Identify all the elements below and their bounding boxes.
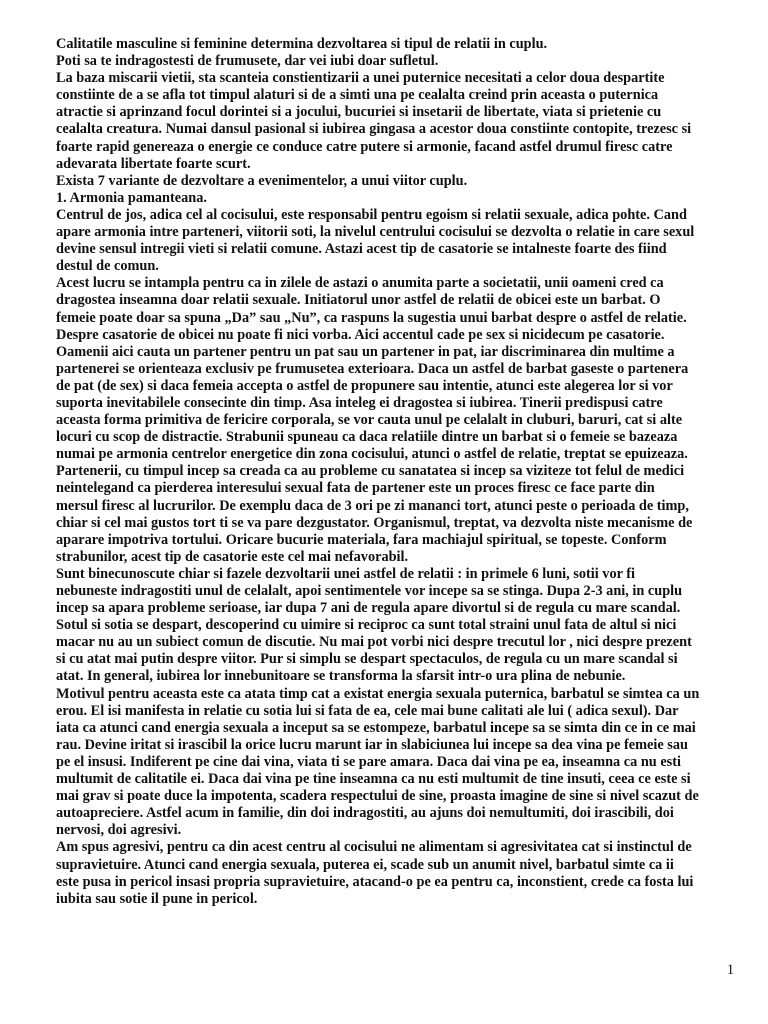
- text-line: iata ca atunci cand energia sexuala a inceput sa se estompeze, barbatul incepe sa se simta din ce in ce mai: [56, 719, 696, 736]
- text-line: constiinte de a se afla tot timpul alaturi si de a simti una pe cealalta creind prin aceasta o puternica: [56, 87, 659, 104]
- text-line: si cu atat mai putin despre viitor. Pur si simplu se despart spectaculos, de regula cu un mare scandal si: [56, 651, 678, 668]
- text-line: Calitatile masculine si feminine determina dezvoltarea si tipul de relatii in cuplu.: [56, 36, 548, 52]
- text-line: mai grav si poate duce la impotenta, scadera respectului de sine, proasta imagine de sine si nivel scazut de: [56, 788, 699, 805]
- text-line: atractie si aprinzand focul dorintei si a jocului, bucuriei si insetarii de libertate, viata si prietenie cu: [56, 104, 662, 121]
- text-line: aparare impotriva tortului. Oricare bucurie materiala, fara machiajul spiritual, se topeste. Conform: [56, 531, 667, 548]
- text-line: adevarata libertate foarte scurt.: [56, 155, 251, 172]
- text-line: Acest lucru se intampla pentru ca in zilele de astazi o anumita parte a societatii, unii oameni cred ca: [56, 275, 664, 292]
- text-line: foarte rapid genereaza o energie ce conduce catre putere si armonie, facand astfel drumul firesc catre: [56, 138, 673, 155]
- text-line: numai pe armonia centrelor energetice din zona cocisului, atunci o astfel de relatie, treptat se epuizeaza.: [56, 446, 688, 463]
- text-line: 1. Armonia pamanteana.: [56, 189, 207, 206]
- text-line: incep sa apara probleme serioase, iar dupa 7 ani de regula apare divortul si de regula cu mare scandal.: [56, 600, 681, 617]
- text-line: locuri cu scop de distractie. Strabunii spuneau ca daca relatiile dintre un barbat si o femeie se bazeaza: [56, 429, 678, 446]
- text-line: Exista 7 variante de dezvoltare a evenimentelor, a unui viitor cuplu.: [56, 172, 468, 189]
- text-line: erou. El isi manifesta in relatie cu sotia lui si fata de ea, cele mai bune calitati ale lui ( adica sexul). Dar: [56, 702, 679, 719]
- text-line: macar nu au un subiect comun de discutie. Nu mai pot vorbi nici despre trecutul lor , nici despre prezent: [56, 634, 692, 651]
- text-line: autoapreciere. Astfel acum in familie, din doi indragostiti, au ajuns doi nemultumiti, doi irascibili, doi: [56, 805, 674, 822]
- text-line: cealalta creatura. Numai dansul pasional si iubirea gingasa a acestor doua constiinte contopite, trezesc si: [56, 121, 692, 138]
- text-line: nebuneste indragostiti unul de celalalt, apoi sentimentele vor incepe sa se stinga. Dupa 2-3 ani, in cuplu: [56, 583, 683, 599]
- text-line: Despre casatorie de obicei nu poate fi nici vorba. Aici accentul cade pe sex si nicidecum pe casatorie.: [56, 326, 665, 343]
- text-line: La baza miscarii vietii, sta scanteia constientizarii a unei puternice necesitati a celor doua despartite: [56, 70, 665, 87]
- text-line: suporta inevitabilele consecinte din timp. Asa inteleg ei dragostea si iubirea. Tinerii predispusi catre: [56, 394, 663, 411]
- text-line: destul de comun.: [56, 258, 159, 275]
- text-line: supravietuire. Atunci cand energia sexuala, puterea ei, scade sub un anumit nivel, barbatul simte ca ii: [56, 856, 674, 873]
- text-line: iubita sau sotie il pune in pericol.: [56, 890, 258, 907]
- text-line: apare armonia intre parteneri, viitorii soti, la nivelul centrului cocisului se dezvolta o relatie in care sexul: [56, 224, 695, 241]
- text-line: nervosi, doi agresivi.: [56, 822, 182, 839]
- text-line: Motivul pentru aceasta este ca atata timp cat a existat energia sexuala puternica, barbatul se simtea ca un: [56, 685, 700, 702]
- text-line: Sunt binecunoscute chiar si fazele dezvoltarii unei astfel de relatii : in primele 6 luni, sotii vor fi: [56, 565, 635, 582]
- text-line: de pat (de sex) si daca femeia accepta o astfel de propunere sau intentie, atunci este alegerea lor si vor: [56, 377, 673, 394]
- text-line: partenerei se orienteaza exclusiv pe frumusetea exterioara. Daca un astfel de barbat gaseste o partenera: [56, 360, 689, 377]
- text-line: este pusa in pericol insasi propria supravietuire, atacand-o pe ea pentru ca, inconstient, crede ca fosta lui: [56, 873, 694, 890]
- text-line: Oamenii aici cauta un partener pentru un pat sau un partener in pat, iar discriminarea din multime a: [56, 343, 675, 360]
- text-line: strabunilor, acest tip de casatorie este cel mai nefavorabil.: [56, 548, 409, 565]
- document-body: [56, 36, 740, 908]
- text-line: dragostea inseamna doar relatii sexuale. Initiatorul unor astfel de relatii de obicei este un barbat. O: [56, 292, 661, 309]
- text-line: pe el insusi. Indiferent pe cine dai vina, viata ti se pare amara. Daca dai vina pe ea, inseamna ca nu esti: [56, 753, 681, 770]
- text-line: mersul firesc al lucrurilor. De exemplu daca de 3 ori pe zi mananci tort, atunci peste o perioada de timp,: [56, 497, 689, 514]
- text-line: Partenerii, cu timpul incep sa creada ca au probleme cu sanatatea si incep sa viziteze tot felul de medici: [56, 463, 685, 480]
- text-line: aceasta forma primitiva de fericire corporala, se vor cauta unul pe celalalt in cluburi, baruri, cat si alte: [56, 412, 683, 429]
- page-number: 1: [726, 962, 734, 978]
- text-line: rau. Devine iritat si irascibil la orice lucru marunt iar in slabiciunea lui incepe sa dea vina pe femeie sau: [56, 736, 688, 753]
- text-line: Centrul de jos, adica cel al cocisului, este responsabil pentru egoism si relatii sexuale, adica pohte. Cand: [56, 206, 687, 223]
- text-line: Poti sa te indragostesti de frumusete, dar vei iubi doar sufletul.: [56, 53, 439, 70]
- text-line: Sotul si sotia se despart, descoperind cu uimire si reciproc ca sunt total straini unul fata de altul si nici: [56, 617, 677, 634]
- text-line: atat. In general, iubirea lor innebunitoare se transforma la sfarsit intr-o ura plina de nebunie.: [56, 668, 626, 685]
- text-line: chiar si cel mai gustos tort ti se va pare dezgustator. Organismul, treptat, va dezvolta niste mecanisme de: [56, 514, 693, 531]
- text-line: femeie poate doar sa spuna „Da” sau „Nu”, ca raspuns la sugestia unui barbat despre o astfel de relatie.: [56, 309, 687, 326]
- text-line: devine sensul intregii vieti si relatii comune. Astazi acest tip de casatorie se intalneste foarte des fiind: [56, 241, 667, 258]
- text-line: multumit de calitatile ei. Daca dai vina pe tine inseamna ca nu esti multumit de tine insuti, ceea ce este si: [56, 771, 691, 788]
- text-line: neintelegand ca pierderea interesului sexual fata de partener este un proces firesc ce face parte din: [56, 480, 655, 497]
- text-line: Am spus agresivi, pentru ca din acest centru al cocisului ne alimentam si agresivitatea cat si instinctul de: [56, 839, 692, 856]
